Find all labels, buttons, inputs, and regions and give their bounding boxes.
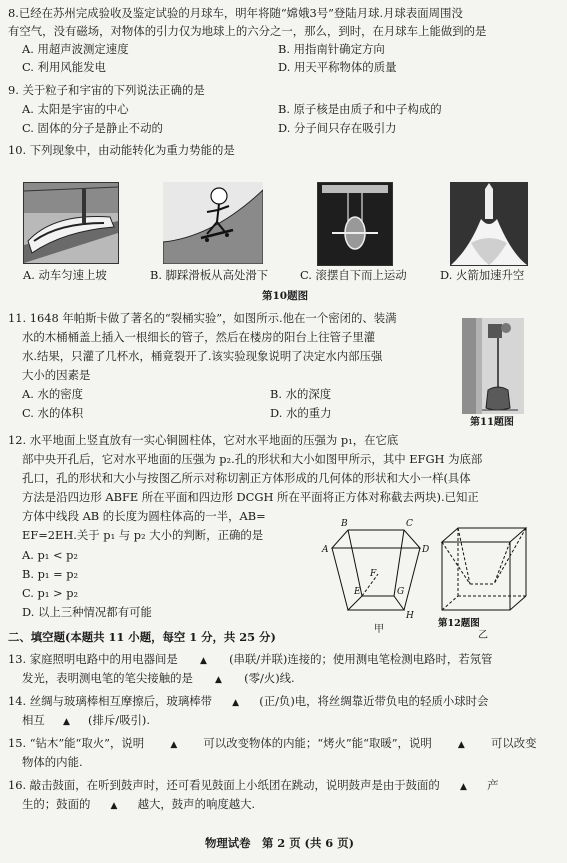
q16-part1: 16. 敲击鼓面，在听到鼓声时，还可看见鼓面上小纸团在跳动，说明鼓声是由于鼓面的 bbox=[8, 778, 440, 792]
page-footer: 物理试卷 第 2 页 (共 6 页) bbox=[205, 836, 354, 850]
q13-part3: 发光，表明测电笔的笔尖接触的是 bbox=[22, 671, 193, 685]
q12-label-b: B bbox=[341, 519, 348, 529]
q10-option-a: A. 动车匀速上坡 bbox=[23, 268, 107, 282]
q15-part1: 15. “钻木”能“取火”，说明 bbox=[8, 736, 145, 750]
q10-option-c: C. 滚摆自下而上运动 bbox=[300, 268, 407, 282]
q8-stem-line2: 有空气，没有磁场，对物体的引力仅为地球上的六分之一，那么，到时，在月球车上能做到的是 bbox=[8, 24, 487, 38]
q11-option-d: D. 水的重力 bbox=[270, 406, 332, 420]
q12-label-e: E bbox=[354, 587, 361, 597]
q11-line2: 水的木桶桶盖上插入一根细长的管子，然后在楼房的阳台上往管子里灌 bbox=[22, 330, 376, 344]
q10-figure-caption: 第10题图 bbox=[262, 290, 309, 302]
q11-line3: 水.结果，只灌了几杯水，桶竟裂开了.该实验现象说明了决定水内部压强 bbox=[22, 349, 383, 363]
q8-stem-line1: 8.已经在苏州完成验收及鉴定试验的月球车，明年将随“嫦娥3号”登陆月球.月球表面周围没 bbox=[8, 6, 463, 20]
q12-label-c: C bbox=[406, 519, 413, 529]
q8-option-a: A. 用超声波测定速度 bbox=[22, 42, 129, 56]
q15-part2: 可以改变物体的内能；“烤火”能“取暖”，说明 bbox=[203, 736, 432, 750]
q9-option-d: D. 分子间只存在吸引力 bbox=[278, 121, 397, 135]
q11-figure-caption: 第11题图 bbox=[470, 417, 514, 428]
q12-label-f: F bbox=[370, 569, 377, 579]
section2-title: 二、填空题(本题共 11 小题，每空 1 分，共 25 分) bbox=[8, 630, 276, 644]
q11-line4: 大小的因素是 bbox=[22, 368, 91, 382]
q12-line5: 方体中线段 AB 的长度为圆柱体高的一半，AB= bbox=[22, 509, 266, 523]
q14-part4: (排斥/吸引). bbox=[88, 713, 150, 727]
q9-option-b: B. 原子核是由质子和中子构成的 bbox=[278, 102, 442, 116]
q13-blank1-mark: ▲ bbox=[199, 656, 207, 666]
q12-line3: 孔口，孔的形状和大小与按图乙所示对称切割正方体形成的几何体的形状和大小一样(具体 bbox=[22, 471, 471, 485]
q13-line1 bbox=[8, 652, 492, 668]
q12-option-c: C. p₁ > p₂ bbox=[22, 586, 79, 600]
q12-line2: 部中央开孔后，它对水平地面的压强为 p₂.孔的形状和大小如图甲所示，其中 EFGH 为底部 bbox=[22, 452, 483, 466]
q16-part2: 产 bbox=[487, 778, 499, 792]
q12-line4: 方法是沿四边形 ABFE 所在平面和四边形 DCGH 所在平面将正方体对称截去两块).已知正 bbox=[22, 490, 479, 504]
q12-figure bbox=[318, 514, 538, 646]
q15-blank2-mark: ▲ bbox=[457, 740, 465, 750]
q11-photo-pascal-barrel bbox=[462, 318, 524, 414]
q16-blank2-mark: ▲ bbox=[110, 801, 118, 811]
q11-line1: 11. 1648 年帕斯卡做了著名的“裂桶实验”，如图所示.他在一个密闭的、装满 bbox=[8, 311, 397, 325]
q11-option-a: A. 水的密度 bbox=[22, 387, 84, 401]
q13-part2: (串联/并联)连接的；使用测电笔检测电路时，若氖管 bbox=[229, 652, 493, 666]
q8-option-d: D. 用天平称物体的质量 bbox=[278, 60, 397, 74]
q11-option-b: B. 水的深度 bbox=[270, 387, 332, 401]
q10-photo-maxwell-wheel bbox=[317, 182, 393, 266]
q9-option-c: C. 固体的分子是静止不动的 bbox=[22, 121, 163, 135]
q8-option-c: C. 利用风能发电 bbox=[22, 60, 106, 74]
q10-stem: 10. 下列现象中，由动能转化为重力势能的是 bbox=[8, 143, 235, 157]
q13-line2 bbox=[22, 671, 295, 687]
q14-blank2-mark: ▲ bbox=[62, 717, 70, 727]
q14-blank1-mark: ▲ bbox=[232, 698, 240, 708]
q15-part4: 物体的内能. bbox=[22, 755, 83, 769]
q15-line1 bbox=[8, 736, 537, 752]
q12-label-g: G bbox=[397, 587, 405, 597]
q9-option-a: A. 太阳是宇宙的中心 bbox=[22, 102, 129, 116]
q10-option-b: B. 脚踩滑板从高处滑下 bbox=[150, 268, 269, 282]
q10-photo-skateboard bbox=[163, 182, 263, 264]
q13-blank2-mark: ▲ bbox=[215, 675, 222, 685]
q12-option-d: D. 以上三种情况都有可能 bbox=[22, 605, 152, 619]
q12-figure-yi bbox=[442, 528, 526, 610]
q8-option-b: B. 用指南针确定方向 bbox=[278, 42, 385, 56]
q10-photo-rocket bbox=[450, 182, 528, 266]
q13-part1: 13. 家庭照明电路中的用电器间是 bbox=[8, 652, 178, 666]
q12-label-yi: 乙 bbox=[478, 630, 488, 641]
q13-part4: (零/火)线. bbox=[244, 671, 295, 685]
q10-option-d: D. 火箭加速升空 bbox=[440, 268, 525, 282]
q16-part4: 越大，鼓声的响度越大. bbox=[137, 797, 256, 811]
q16-blank1-mark: ▲ bbox=[459, 782, 467, 792]
q12-label-d: D bbox=[422, 545, 430, 555]
q16-part3: 生的；鼓面的 bbox=[22, 797, 91, 811]
q14-part3: 相互 bbox=[22, 713, 45, 727]
q12-figure-caption: 第12题图 bbox=[438, 618, 480, 629]
q12-line6: EF=2EH.关于 p₁ 与 p₂ 大小的判断，正确的是 bbox=[22, 528, 264, 542]
q15-part3: 可以改变 bbox=[490, 736, 537, 750]
q16-line2 bbox=[22, 797, 255, 813]
q12-line1: 12. 水平地面上竖直放有一实心铜圆柱体，它对水平地面的压强为 p₁，在它底 bbox=[8, 433, 399, 447]
q14-line2 bbox=[22, 713, 150, 729]
q10-photo-train bbox=[23, 182, 119, 264]
q14-part2: (正/负)电，将丝绸靠近带负电的轻质小球时会 bbox=[259, 694, 489, 708]
q12-option-a: A. p₁ < p₂ bbox=[22, 548, 78, 562]
q12-label-a: A bbox=[322, 545, 329, 555]
q11-option-c: C. 水的体积 bbox=[22, 406, 84, 420]
q12-option-b: B. p₁ = p₂ bbox=[22, 567, 79, 581]
q14-part1: 14. 丝绸与玻璃棒相互摩擦后，玻璃棒带 bbox=[8, 694, 212, 708]
q12-label-jia: 甲 bbox=[374, 624, 384, 635]
q16-line1 bbox=[8, 778, 498, 794]
q9-stem: 9. 关于粒子和宇宙的下列说法正确的是 bbox=[8, 83, 205, 97]
q14-line1 bbox=[8, 694, 488, 710]
q12-label-h: H bbox=[406, 611, 414, 621]
q15-blank1-mark: ▲ bbox=[170, 740, 178, 750]
